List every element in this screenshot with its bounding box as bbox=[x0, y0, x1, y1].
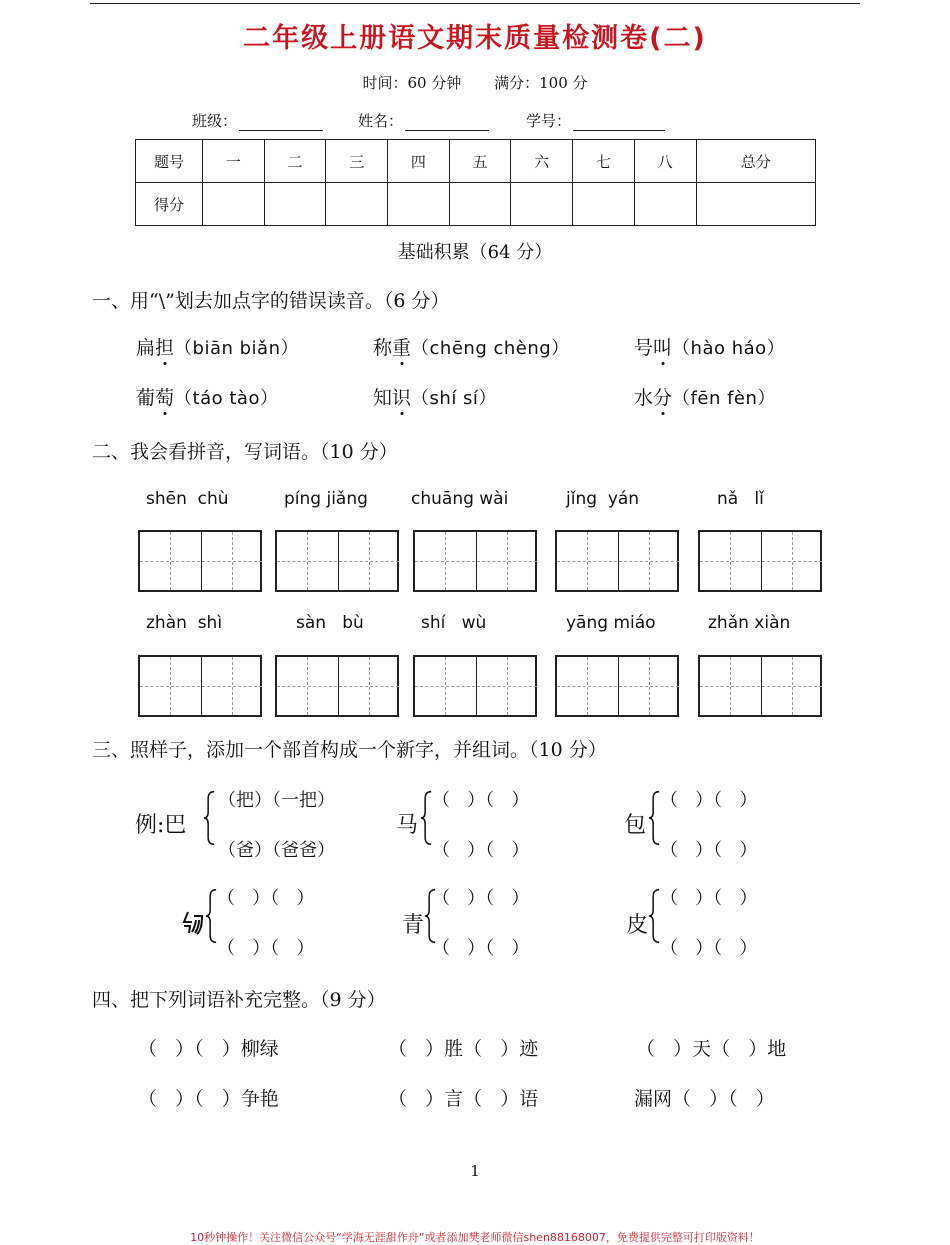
q2-pinyin: nǎ lǐ bbox=[717, 489, 764, 509]
writing-grid[interactable] bbox=[555, 655, 679, 717]
class-field bbox=[192, 110, 323, 131]
q1-item bbox=[136, 383, 278, 410]
q2-pinyin: zhàn shì bbox=[146, 613, 223, 633]
q1-item bbox=[373, 333, 570, 360]
score-cell[interactable] bbox=[449, 183, 511, 226]
score-header-cell: 总分 bbox=[696, 140, 816, 183]
q1-item bbox=[634, 333, 785, 360]
q1-dotted-char: 识 bbox=[392, 387, 412, 409]
q3-char: 马 bbox=[396, 813, 419, 838]
score-cell[interactable] bbox=[511, 183, 573, 226]
q3-answer-pair[interactable]: （ ）（ ） bbox=[660, 790, 758, 811]
writing-grid[interactable] bbox=[698, 530, 822, 592]
q1-dotted-char: 重 bbox=[392, 337, 412, 359]
q2-pinyin: jǐng yán bbox=[566, 489, 640, 509]
score-header-cell: 二 bbox=[264, 140, 326, 183]
score-header-cell: 八 bbox=[634, 140, 696, 183]
score-cell[interactable] bbox=[696, 183, 816, 226]
footer-note: 10秒钟操作！关注微信公众号“学海无涯甜作舟”或者添加樊老师微信shen88168007，免费提供完整可打印版资料！ bbox=[190, 1231, 760, 1244]
name-label: 姓名： bbox=[358, 112, 404, 130]
number-blank bbox=[573, 114, 665, 131]
class-label: 班级： bbox=[192, 112, 238, 130]
score-table-score-row bbox=[136, 183, 816, 226]
q3-answer-pair[interactable]: （ ）（ ） bbox=[660, 938, 758, 959]
q2-pinyin: sàn bù bbox=[296, 613, 364, 633]
name-blank bbox=[405, 114, 489, 131]
writing-grid[interactable] bbox=[138, 655, 262, 717]
page-number: 1 bbox=[470, 1162, 480, 1180]
writing-grid[interactable] bbox=[275, 655, 399, 717]
score-header-cell: 四 bbox=[388, 140, 450, 183]
q4-phrase[interactable]: （ ）（ ）柳绿 bbox=[138, 1038, 279, 1060]
q1-pinyin-options: （táo tào） bbox=[174, 388, 279, 409]
writing-grid[interactable] bbox=[138, 530, 262, 592]
q1-heading: 一、用“\”划去加点字的错误读音。（6 分） bbox=[92, 290, 450, 312]
brace-icon bbox=[202, 790, 216, 846]
q1-pinyin-options: （shí sí） bbox=[411, 388, 497, 409]
page-title: 二年级上册语文期末质量检测卷(二) bbox=[243, 23, 707, 54]
q1-dotted-char: 萄 bbox=[155, 387, 175, 409]
score-header-cell: 题号 bbox=[136, 140, 203, 183]
score-cell[interactable] bbox=[326, 183, 388, 226]
q3-heading: 三、照样子，添加一个部首构成一个新字，并组词。（10 分） bbox=[92, 739, 607, 761]
score-header-cell: 七 bbox=[573, 140, 635, 183]
score-header-cell: 三 bbox=[326, 140, 388, 183]
q1-pinyin-options: （fēn fèn） bbox=[672, 388, 776, 409]
radical-glyph-icon bbox=[180, 910, 204, 936]
q1-item bbox=[136, 333, 299, 360]
q3-example-top: （把）（一把） bbox=[218, 790, 335, 811]
brace-icon bbox=[647, 888, 661, 944]
q1-pinyin-options: （chēng chèng） bbox=[411, 338, 570, 359]
score-row-label: 得分 bbox=[136, 183, 203, 226]
q1-char: 扁 bbox=[136, 337, 156, 359]
q1-pinyin-options: （biān biǎn） bbox=[174, 338, 299, 359]
writing-grid[interactable] bbox=[698, 655, 822, 717]
score-header-cell: 一 bbox=[203, 140, 265, 183]
class-blank bbox=[239, 114, 323, 131]
q3-answer-pair[interactable]: （ ）（ ） bbox=[432, 888, 530, 909]
q2-heading: 二、我会看拼音，写词语。（10 分） bbox=[92, 441, 398, 463]
q4-phrase[interactable]: （ ）言（ ）语 bbox=[388, 1088, 539, 1110]
q1-char: 称 bbox=[373, 337, 393, 359]
q4-phrase[interactable]: 漏网（ ）（ ） bbox=[634, 1088, 775, 1110]
q2-pinyin: chuāng wài bbox=[411, 489, 509, 509]
writing-grid[interactable] bbox=[413, 655, 537, 717]
q1-item bbox=[373, 383, 497, 410]
exam-time: 时间：60 分钟 bbox=[362, 74, 462, 92]
brace-icon bbox=[647, 790, 661, 846]
q4-phrase[interactable]: （ ）天（ ）地 bbox=[636, 1038, 787, 1060]
q3-char: 皮 bbox=[626, 913, 649, 938]
q3-answer-pair[interactable]: （ ）（ ） bbox=[217, 938, 315, 959]
q3-example-bottom: （爸）（爸爸） bbox=[218, 840, 335, 861]
q2-pinyin: yāng miáo bbox=[566, 613, 656, 633]
writing-grid[interactable] bbox=[275, 530, 399, 592]
number-label: 学号： bbox=[526, 112, 572, 130]
score-table-header-row bbox=[136, 140, 816, 183]
score-header-cell: 五 bbox=[449, 140, 511, 183]
q4-heading: 四、把下列词语补充完整。（9 分） bbox=[92, 989, 386, 1011]
section-basic-title: 基础积累（64 分） bbox=[397, 242, 553, 263]
exam-info bbox=[0, 72, 950, 93]
q3-answer-pair[interactable]: （ ）（ ） bbox=[432, 840, 530, 861]
q2-pinyin: shēn chù bbox=[146, 489, 229, 509]
writing-grid[interactable] bbox=[555, 530, 679, 592]
q3-answer-pair[interactable]: （ ）（ ） bbox=[432, 938, 530, 959]
q3-answer-pair[interactable]: （ ）（ ） bbox=[217, 888, 315, 909]
brace-icon bbox=[204, 888, 218, 944]
score-cell[interactable] bbox=[264, 183, 326, 226]
top-rule bbox=[90, 3, 860, 4]
score-cell[interactable] bbox=[203, 183, 265, 226]
q1-char: 水 bbox=[634, 387, 654, 409]
score-header-cell: 六 bbox=[511, 140, 573, 183]
number-field bbox=[526, 110, 665, 131]
writing-grid[interactable] bbox=[413, 530, 537, 592]
q2-pinyin: shí wù bbox=[421, 613, 487, 633]
exam-full-score: 满分：100 分 bbox=[494, 74, 588, 92]
q3-answer-pair[interactable]: （ ）（ ） bbox=[432, 790, 530, 811]
q1-dotted-char: 叫 bbox=[653, 337, 673, 359]
q1-char: 号 bbox=[634, 337, 654, 359]
q4-phrase[interactable]: （ ）（ ）争艳 bbox=[138, 1088, 279, 1110]
q1-char: 知 bbox=[373, 387, 393, 409]
name-field bbox=[358, 110, 489, 131]
q4-phrase[interactable]: （ ）胜（ ）迹 bbox=[388, 1038, 539, 1060]
score-cell[interactable] bbox=[634, 183, 696, 226]
q3-answer-pair[interactable]: （ ）（ ） bbox=[660, 840, 758, 861]
score-table bbox=[135, 139, 816, 226]
q2-pinyin: píng jiǎng bbox=[284, 489, 368, 509]
q3-example-label: 例:巴 bbox=[135, 813, 187, 838]
q3-char: 青 bbox=[402, 913, 425, 938]
q1-dotted-char: 分 bbox=[653, 387, 673, 409]
q2-pinyin: zhǎn xiàn bbox=[708, 613, 791, 633]
q1-item bbox=[634, 383, 776, 410]
q1-pinyin-options: （hào háo） bbox=[672, 338, 786, 359]
q1-dotted-char: 担 bbox=[155, 337, 175, 359]
q1-char: 葡 bbox=[136, 387, 156, 409]
score-cell[interactable] bbox=[573, 183, 635, 226]
q3-char: 包 bbox=[624, 813, 647, 838]
q3-answer-pair[interactable]: （ ）（ ） bbox=[660, 888, 758, 909]
score-cell[interactable] bbox=[388, 183, 450, 226]
brace-icon bbox=[419, 790, 433, 846]
